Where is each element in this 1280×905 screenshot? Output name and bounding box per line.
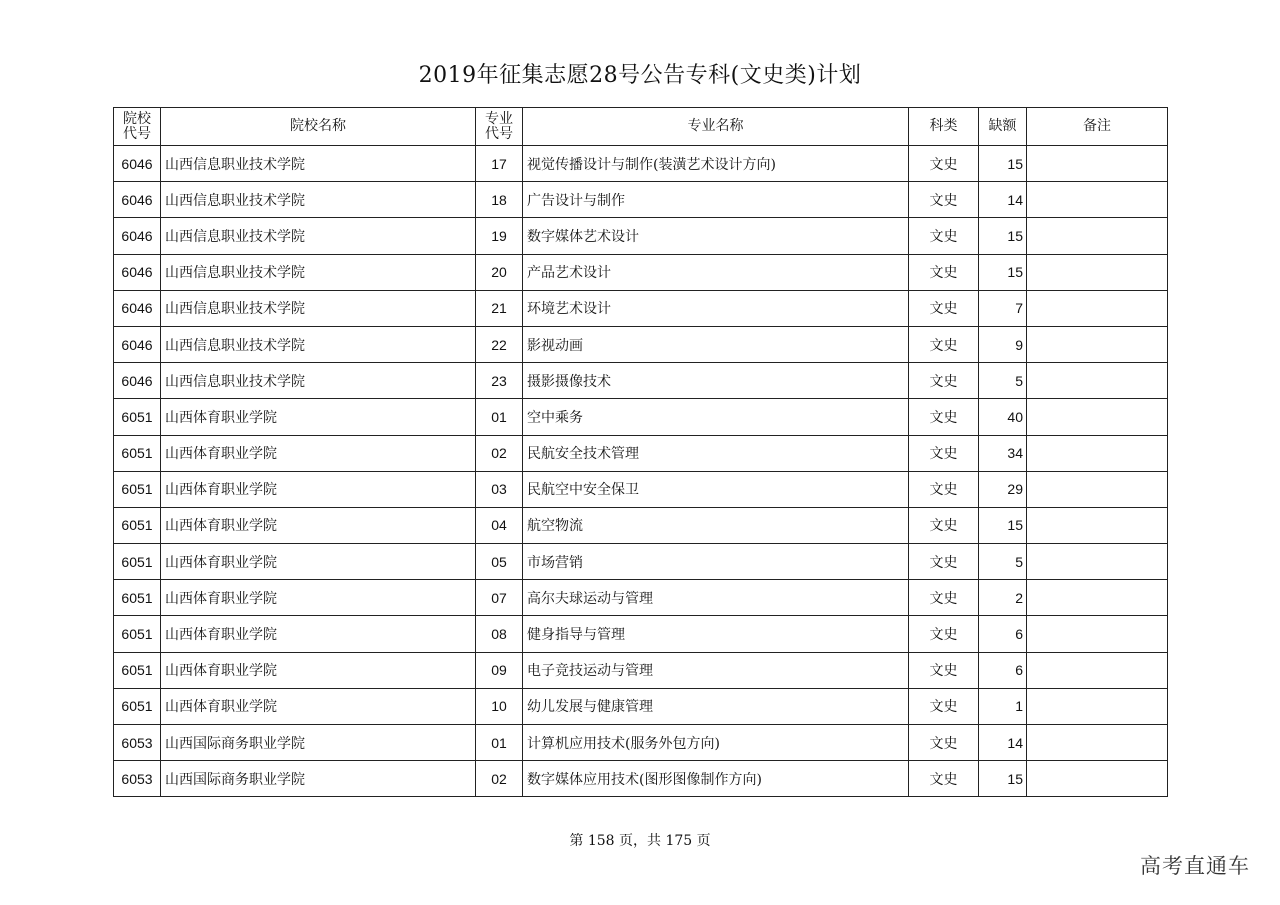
- cell-major-code: 07: [476, 580, 523, 616]
- cell-school-code: 6051: [114, 652, 161, 688]
- table-row: [114, 616, 1168, 652]
- cell-category: 文史: [909, 254, 979, 290]
- header-remarks: 备注: [1027, 108, 1168, 146]
- cell-school-code: 6046: [114, 182, 161, 218]
- cell-school-code: 6046: [114, 363, 161, 399]
- cell-quota: 6: [979, 652, 1027, 688]
- cell-school-code: 6046: [114, 146, 161, 182]
- cell-category: 文史: [909, 616, 979, 652]
- cell-school-code: 6046: [114, 290, 161, 326]
- cell-category: 文史: [909, 146, 979, 182]
- cell-remarks: [1027, 182, 1168, 218]
- cell-remarks: [1027, 544, 1168, 580]
- cell-major-code: 01: [476, 399, 523, 435]
- cell-school-name: 山西信息职业技术学院: [161, 363, 476, 399]
- cell-remarks: [1027, 507, 1168, 543]
- table-row: [114, 435, 1168, 471]
- cell-major-code: 18: [476, 182, 523, 218]
- cell-major-code: 02: [476, 761, 523, 797]
- cell-remarks: [1027, 399, 1168, 435]
- cell-major-code: 05: [476, 544, 523, 580]
- cell-category: 文史: [909, 363, 979, 399]
- cell-category: 文史: [909, 688, 979, 724]
- cell-major-code: 03: [476, 471, 523, 507]
- cell-quota: 9: [979, 326, 1027, 362]
- cell-quota: 15: [979, 218, 1027, 254]
- table-row: [114, 761, 1168, 797]
- cell-remarks: [1027, 725, 1168, 761]
- table-body: [114, 146, 1168, 797]
- cell-school-code: 6046: [114, 218, 161, 254]
- cell-remarks: [1027, 290, 1168, 326]
- cell-major-code: 09: [476, 652, 523, 688]
- cell-category: 文史: [909, 761, 979, 797]
- cell-major-name: 民航空中安全保卫: [523, 471, 909, 507]
- cell-category: 文史: [909, 290, 979, 326]
- cell-remarks: [1027, 326, 1168, 362]
- cell-major-name: 环境艺术设计: [523, 290, 909, 326]
- page-number: 第 158 页，共 175 页: [569, 833, 711, 849]
- cell-quota: 40: [979, 399, 1027, 435]
- cell-school-code: 6053: [114, 725, 161, 761]
- cell-quota: 14: [979, 182, 1027, 218]
- table-row: [114, 363, 1168, 399]
- cell-quota: 15: [979, 254, 1027, 290]
- table-row: [114, 688, 1168, 724]
- cell-quota: 34: [979, 435, 1027, 471]
- cell-remarks: [1027, 146, 1168, 182]
- cell-major-code: 17: [476, 146, 523, 182]
- cell-remarks: [1027, 580, 1168, 616]
- cell-category: 文史: [909, 544, 979, 580]
- cell-major-name: 健身指导与管理: [523, 616, 909, 652]
- cell-major-name: 摄影摄像技术: [523, 363, 909, 399]
- cell-major-code: 04: [476, 507, 523, 543]
- cell-quota: 6: [979, 616, 1027, 652]
- cell-major-code: 23: [476, 363, 523, 399]
- cell-major-name: 数字媒体艺术设计: [523, 218, 909, 254]
- cell-school-code: 6051: [114, 688, 161, 724]
- cell-major-name: 视觉传播设计与制作(装潢艺术设计方向): [523, 146, 909, 182]
- cell-remarks: [1027, 616, 1168, 652]
- cell-category: 文史: [909, 507, 979, 543]
- cell-school-name: 山西信息职业技术学院: [161, 326, 476, 362]
- cell-major-code: 10: [476, 688, 523, 724]
- cell-category: 文史: [909, 326, 979, 362]
- cell-major-name: 航空物流: [523, 507, 909, 543]
- cell-remarks: [1027, 435, 1168, 471]
- cell-school-code: 6051: [114, 471, 161, 507]
- header-major-code: 专业 代号: [476, 108, 523, 146]
- cell-school-name: 山西体育职业学院: [161, 544, 476, 580]
- cell-major-code: 22: [476, 326, 523, 362]
- cell-quota: 14: [979, 725, 1027, 761]
- cell-school-code: 6051: [114, 580, 161, 616]
- cell-major-code: 08: [476, 616, 523, 652]
- cell-school-code: 6046: [114, 254, 161, 290]
- table-row: [114, 146, 1168, 182]
- cell-quota: 15: [979, 146, 1027, 182]
- cell-major-name: 影视动画: [523, 326, 909, 362]
- cell-major-name: 民航安全技术管理: [523, 435, 909, 471]
- table-row: [114, 471, 1168, 507]
- table-row: [114, 507, 1168, 543]
- cell-major-name: 电子竞技运动与管理: [523, 652, 909, 688]
- cell-school-name: 山西体育职业学院: [161, 580, 476, 616]
- cell-school-name: 山西体育职业学院: [161, 471, 476, 507]
- watermark: 高考直通车: [1140, 854, 1250, 878]
- cell-quota: 1: [979, 688, 1027, 724]
- cell-major-code: 19: [476, 218, 523, 254]
- cell-school-name: 山西国际商务职业学院: [161, 761, 476, 797]
- cell-quota: 15: [979, 507, 1027, 543]
- cell-remarks: [1027, 254, 1168, 290]
- table-row: [114, 326, 1168, 362]
- cell-major-code: 20: [476, 254, 523, 290]
- cell-school-name: 山西信息职业技术学院: [161, 182, 476, 218]
- cell-school-name: 山西体育职业学院: [161, 688, 476, 724]
- cell-major-code: 01: [476, 725, 523, 761]
- cell-quota: 5: [979, 363, 1027, 399]
- cell-quota: 5: [979, 544, 1027, 580]
- cell-remarks: [1027, 363, 1168, 399]
- table-row: [114, 725, 1168, 761]
- cell-school-name: 山西体育职业学院: [161, 435, 476, 471]
- cell-school-name: 山西信息职业技术学院: [161, 290, 476, 326]
- cell-major-name: 空中乘务: [523, 399, 909, 435]
- table-row: [114, 254, 1168, 290]
- cell-major-name: 广告设计与制作: [523, 182, 909, 218]
- cell-school-name: 山西体育职业学院: [161, 507, 476, 543]
- header-major-name: 专业名称: [523, 108, 909, 146]
- cell-category: 文史: [909, 182, 979, 218]
- page-title: 2019年征集志愿28号公告专科(文史类)计划: [418, 63, 862, 88]
- table-row: [114, 290, 1168, 326]
- cell-school-code: 6051: [114, 544, 161, 580]
- table-row: [114, 218, 1168, 254]
- table-row: [114, 399, 1168, 435]
- cell-major-name: 市场营销: [523, 544, 909, 580]
- cell-major-code: 02: [476, 435, 523, 471]
- cell-school-name: 山西国际商务职业学院: [161, 725, 476, 761]
- cell-major-code: 21: [476, 290, 523, 326]
- cell-school-name: 山西体育职业学院: [161, 399, 476, 435]
- cell-school-name: 山西信息职业技术学院: [161, 218, 476, 254]
- cell-major-name: 高尔夫球运动与管理: [523, 580, 909, 616]
- cell-category: 文史: [909, 725, 979, 761]
- cell-major-name: 数字媒体应用技术(图形图像制作方向): [523, 761, 909, 797]
- cell-major-name: 幼儿发展与健康管理: [523, 688, 909, 724]
- table-row: [114, 182, 1168, 218]
- cell-quota: 15: [979, 761, 1027, 797]
- cell-quota: 7: [979, 290, 1027, 326]
- header-school-code: 院校 代号: [114, 108, 161, 146]
- cell-category: 文史: [909, 218, 979, 254]
- cell-remarks: [1027, 471, 1168, 507]
- cell-school-code: 6051: [114, 616, 161, 652]
- admission-plan-table: [113, 107, 1168, 797]
- cell-school-code: 6051: [114, 507, 161, 543]
- cell-category: 文史: [909, 652, 979, 688]
- cell-category: 文史: [909, 471, 979, 507]
- cell-category: 文史: [909, 399, 979, 435]
- table-header-row: [114, 108, 1168, 146]
- cell-major-name: 计算机应用技术(服务外包方向): [523, 725, 909, 761]
- header-school-name: 院校名称: [161, 108, 476, 146]
- cell-category: 文史: [909, 580, 979, 616]
- cell-school-code: 6051: [114, 399, 161, 435]
- cell-school-name: 山西信息职业技术学院: [161, 146, 476, 182]
- header-quota: 缺额: [979, 108, 1027, 146]
- cell-major-name: 产品艺术设计: [523, 254, 909, 290]
- cell-remarks: [1027, 761, 1168, 797]
- cell-school-name: 山西体育职业学院: [161, 652, 476, 688]
- cell-school-name: 山西信息职业技术学院: [161, 254, 476, 290]
- table-row: [114, 652, 1168, 688]
- cell-remarks: [1027, 652, 1168, 688]
- cell-school-code: 6046: [114, 326, 161, 362]
- cell-quota: 2: [979, 580, 1027, 616]
- cell-remarks: [1027, 688, 1168, 724]
- header-category: 科类: [909, 108, 979, 146]
- cell-school-code: 6051: [114, 435, 161, 471]
- cell-category: 文史: [909, 435, 979, 471]
- table-row: [114, 544, 1168, 580]
- cell-remarks: [1027, 218, 1168, 254]
- table-row: [114, 580, 1168, 616]
- cell-school-name: 山西体育职业学院: [161, 616, 476, 652]
- cell-school-code: 6053: [114, 761, 161, 797]
- cell-quota: 29: [979, 471, 1027, 507]
